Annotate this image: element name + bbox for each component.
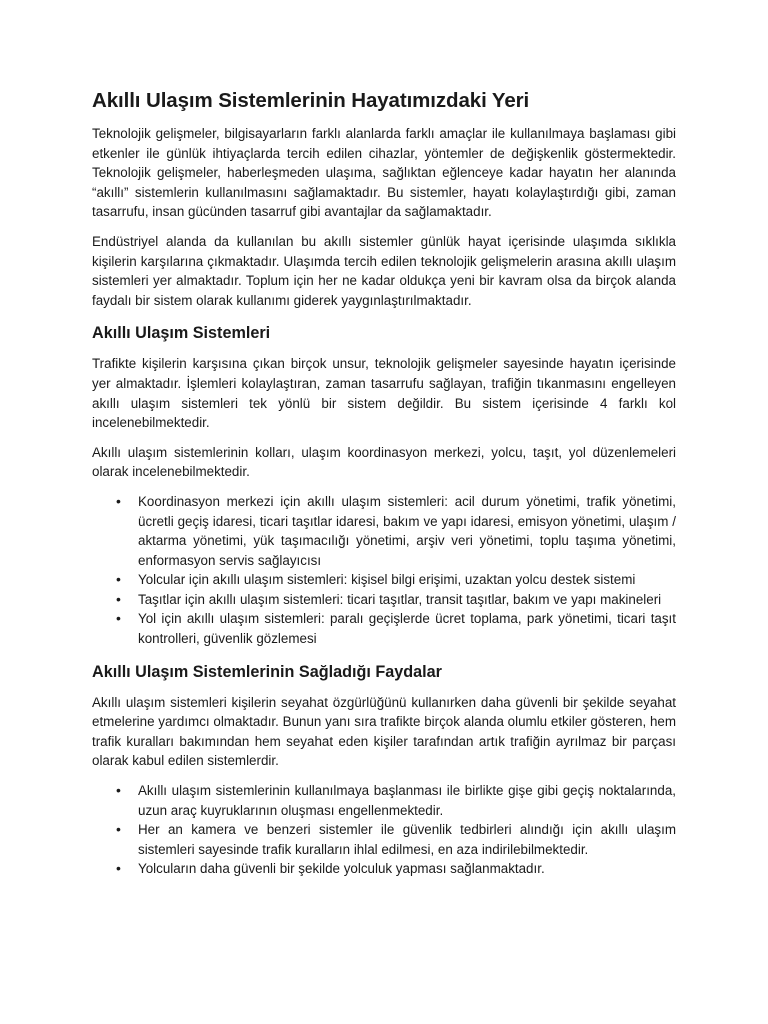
section-paragraph: Trafikte kişilerin karşısına çıkan birçok unsur, teknolojik gelişmeler sayesinde hayatın içerisinde yer almaktadır. İşlemleri kolaylaştıran, zaman tasarrufu sağlayan, trafiğin tıkanmasını engelleyen akıllı ulaşım sistemleri tek yönlü bir sistem değildir. Bu sistem içerisinde 4 farklı kol incelenebilmektedir. — [92, 356, 676, 431]
intro-paragraph: Endüstriyel alanda da kullanılan bu akıllı sistemler günlük hayat içerisinde ulaşımda sıklıkla kişilerin karşılarına çıkmaktadır. Ulaşımda tercih edilen teknolojik gelişmelerin arasına akıllı ulaşım sistemleri yer almaktadır. Toplum için her ne kadar oldukça yeni bir kavram olsa da birçok alanda faydalı bir sistem olarak kullanımı giderek yaygınlaştırılmaktadır. — [92, 233, 676, 308]
document-title: Akıllı Ulaşım Sistemlerinin Hayatımızdaki Yeri — [92, 89, 530, 112]
section-heading: Akıllı Ulaşım Sistemlerinin Sağladığı Faydalar — [92, 662, 442, 681]
list-item: • Akıllı ulaşım sistemlerinin kullanılmaya başlanması ile birlikte gişe gibi geçiş noktalarında, uzun araç kuyruklarının oluşması engellenmektedir. — [138, 781, 676, 820]
bullet-list — [92, 492, 676, 649]
list-item: • Her an kamera ve benzeri sistemler ile güvenlik tedbirleri alındığı için akıllı ulaşım sistemleri sayesinde trafik kuralların ihlal edilmesi, en aza indirilebilmektedir. — [138, 820, 676, 859]
document-page — [92, 80, 676, 889]
list-item: • Yolcuların daha güvenli bir şekilde yolculuk yapması sağlanmaktadır. — [138, 859, 676, 879]
section-heading: Akıllı Ulaşım Sistemleri — [92, 324, 271, 343]
intro-paragraph: Teknolojik gelişmeler, bilgisayarların farklı alanlarda farklı amaçlar ile kullanılmaya başlaması gibi etkenler ile günlük ihtiyaçlarda tercih edilen cihazlar, yöntemler de değişkenlik göstermektedir. Teknolojik gelişmeler, haberleşmeden ulaşıma, sağlıktan eğlenceye kadar hayatın her alanında “akıllı” sistemlerin kullanılmasını sağlamaktadır. Bu sistemler, hayatı kolaylaştırdığı gibi, zaman tasarrufu, insan gücünden tasarruf gibi avantajlar da sağlamaktadır. — [92, 126, 676, 220]
bullet-list — [92, 781, 676, 879]
section-paragraph: Akıllı ulaşım sistemlerinin kolları, ulaşım koordinasyon merkezi, yolcu, taşıt, yol düzenlemeleri olarak incelenebilmektedir. — [92, 444, 676, 480]
list-item: • Taşıtlar için akıllı ulaşım sistemleri: ticari taşıtlar, transit taşıtlar, bakım ve yapı makineleri — [138, 590, 676, 610]
section-paragraph: Akıllı ulaşım sistemleri kişilerin seyahat özgürlüğünü kullanırken daha güvenli bir şekilde seyahat etmelerine yardımcı olmaktadır. Bunun yanı sıra trafikte birçok alanda olumlu etkiler gösteren, hem trafik kuralları bakımından hem seyahat eden kişiler tarafından artık trafiğin ayrılmaz bir parçası olarak kabul edilen sistemlerdir. — [92, 694, 676, 769]
list-item: • Koordinasyon merkezi için akıllı ulaşım sistemleri: acil durum yönetimi, trafik yönetimi, ücretli geçiş idaresi, ticari taşıtlar idaresi, bakım ve yapı idaresi, emisyon yönetimi, ulaşım / aktarma yönetimi, yük taşımacılığı yönetimi, arşiv veri yönetimi, toplu taşıma yönetimi, enformasyon servis sağlayıcısı — [138, 492, 676, 570]
list-item: • Yolcular için akıllı ulaşım sistemleri: kişisel bilgi erişimi, uzaktan yolcu destek sistemi — [138, 570, 676, 590]
list-item: • Yol için akıllı ulaşım sistemleri: paralı geçişlerde ücret toplama, park yönetimi, ticari taşıt kontrolleri, güvenlik gözlemesi — [138, 609, 676, 648]
